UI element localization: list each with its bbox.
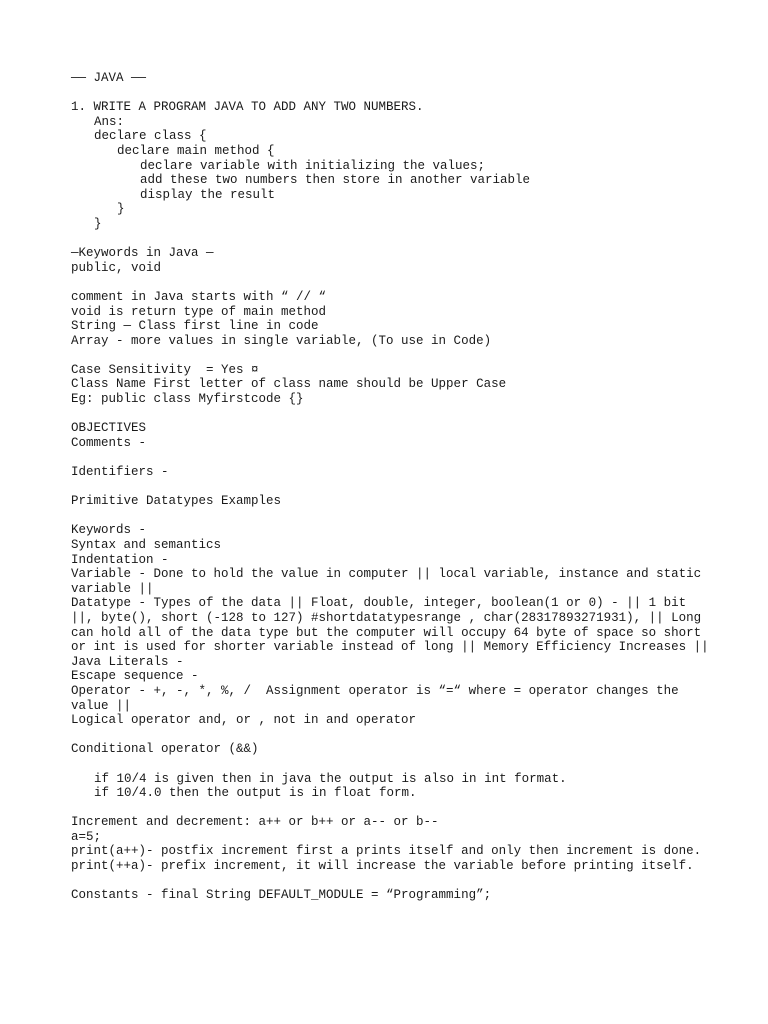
blank-line bbox=[71, 509, 711, 524]
operator-item: Operator - +, -, *, %, / Assignment operator is “=“ where = operator changes the value || bbox=[71, 683, 687, 713]
blank-line bbox=[71, 86, 711, 101]
document-page bbox=[71, 71, 711, 903]
identifiers-item: Identifiers - bbox=[71, 465, 169, 480]
escape-item: Escape sequence - bbox=[71, 669, 199, 684]
code-line: add these two numbers then store in another variable bbox=[140, 173, 531, 188]
blank-line bbox=[71, 407, 711, 422]
code-line: } bbox=[94, 216, 102, 231]
blank-line bbox=[71, 480, 711, 495]
doc-title: —— JAVA —— bbox=[71, 71, 147, 85]
float-division-note: if 10/4.0 then the output is in float form. bbox=[94, 786, 417, 801]
class-name-note: Class Name First letter of class name should be Upper Case bbox=[71, 377, 507, 392]
blank-line bbox=[71, 757, 711, 772]
incdec-heading: Increment and decrement: a++ or b++ or a-- or b-- bbox=[71, 815, 439, 830]
syntax-item: Syntax and semantics bbox=[71, 538, 222, 552]
keywords-item: Keywords - bbox=[71, 523, 147, 538]
string-note: String — Class first line in code bbox=[71, 319, 319, 334]
code-line: declare main method { bbox=[117, 143, 275, 158]
variable-item: Variable - Done to hold the value in computer || local variable, instance and static variable || bbox=[71, 567, 709, 596]
blank-line bbox=[71, 232, 711, 247]
case-sensitivity-note: Case Sensitivity = Yes ¤ bbox=[71, 362, 259, 377]
logical-item: Logical operator and, or , not in and operator bbox=[71, 713, 417, 728]
code-line: } bbox=[117, 202, 125, 217]
blank-line bbox=[71, 728, 711, 743]
comments-item: Comments - bbox=[71, 435, 147, 450]
code-line: display the result bbox=[140, 187, 276, 202]
blank-line bbox=[71, 275, 711, 290]
literals-item: Java Literals - bbox=[71, 654, 184, 669]
question-1: 1. WRITE A PROGRAM JAVA TO ADD ANY TWO NUMBERS. bbox=[71, 100, 424, 115]
int-division-note: if 10/4 is given then in java the output is also in int format. bbox=[94, 771, 567, 786]
postfix-note: print(a++)- postfix increment first a prints itself and only then increment is done. bbox=[71, 844, 702, 859]
assign-line: a=5; bbox=[71, 829, 102, 844]
keywords-list: public, void bbox=[71, 260, 162, 275]
blank-line bbox=[71, 450, 711, 465]
keywords-heading: —Keywords in Java — bbox=[71, 246, 214, 261]
conditional-item: Conditional operator (&&) bbox=[71, 742, 259, 757]
constants-note: Constants - final String DEFAULT_MODULE = “Programming”; bbox=[71, 888, 492, 903]
answer-label: Ans: bbox=[94, 114, 125, 129]
blank-line bbox=[71, 874, 711, 889]
blank-line bbox=[71, 801, 711, 816]
blank-line bbox=[71, 348, 711, 363]
datatype-item: Datatype - Types of the data || Float, double, integer, boolean(1 or 0) - || 1 bit ||, byte(), short (-128 to 127) #shortdatatypesrange , char(28317893271931), || Long can hold all of the data type but the computer will occupy 64 byte of space so short or int is used for shorter variable instead of long || Memory Efficiency Increases || bbox=[71, 596, 709, 655]
void-note: void is return type of main method bbox=[71, 304, 327, 319]
indentation-item: Indentation - bbox=[71, 552, 169, 567]
primitive-datatypes-item: Primitive Datatypes Examples bbox=[71, 494, 282, 509]
comment-note: comment in Java starts with “ // “ bbox=[71, 289, 327, 304]
example-note: Eg: public class Myfirstcode {} bbox=[71, 392, 304, 407]
array-note: Array - more values in single variable, (To use in Code) bbox=[71, 333, 492, 348]
objectives-heading: OBJECTIVES bbox=[71, 421, 147, 436]
code-line: declare variable with initializing the values; bbox=[140, 158, 486, 173]
prefix-note: print(++a)- prefix increment, it will increase the variable before printing itself. bbox=[71, 859, 694, 874]
code-line: declare class { bbox=[94, 129, 207, 144]
